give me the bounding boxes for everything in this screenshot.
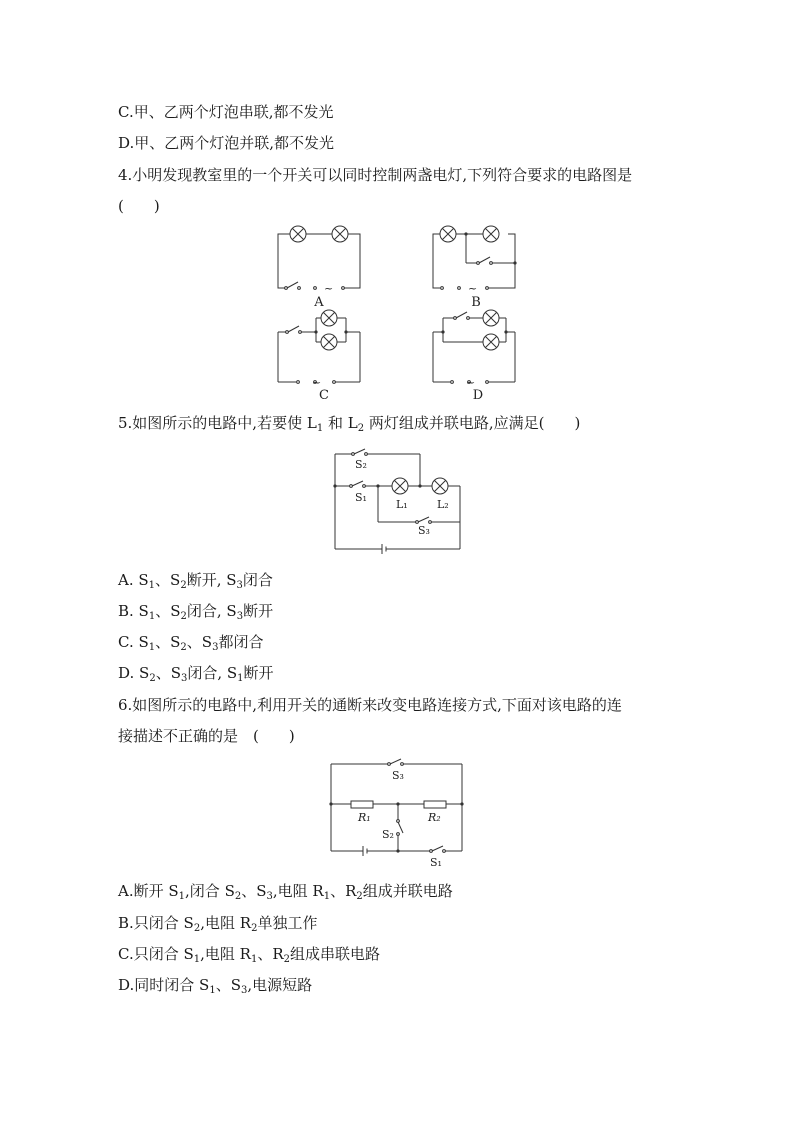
q4-answer-blank: ( )	[118, 197, 160, 215]
q5-option-c: C. $S_1$、$S_2$、$S_3$都闭合	[118, 633, 264, 653]
svg-text:S₂: S₂	[355, 458, 367, 471]
svg-text:S₁: S₁	[355, 491, 367, 504]
resistor-icon	[424, 801, 446, 808]
q5-option-d: D. $S_2$、$S_3$闭合, $S_1$断开	[118, 664, 274, 684]
q3-option-d: D.甲、乙两个灯泡并联,都不发光	[118, 134, 335, 152]
circuit-c	[278, 310, 360, 403]
q3-option-c: C.甲、乙两个灯泡串联,都不发光	[118, 103, 334, 121]
svg-text:L₂: L₂	[437, 498, 449, 511]
svg-text:C: C	[319, 388, 329, 403]
svg-text:A: A	[314, 295, 324, 310]
q4-circuit-figure	[268, 222, 528, 412]
q5-stem: 5.如图所示的电路中,若要使 $L_1$ 和 $L_2$ 两灯组成并联电路,应满足( )	[118, 414, 581, 434]
q4-stem: 4.小明发现教室里的一个开关可以同时控制两盏电灯,下列符合要求的电路图是	[118, 166, 633, 184]
q6-stem: 6.如图所示的电路中,利用开关的通断来改变电路连接方式,下面对该电路的连	[118, 696, 622, 714]
svg-text:S₁: S₁	[430, 856, 442, 869]
q6-stem-cont: 接描述不正确的是 ( )	[118, 727, 295, 745]
q5-circuit-figure	[330, 448, 465, 556]
q6-option-d: D.同时闭合 $S_1$、$S_3$,电源短路	[118, 976, 313, 996]
svg-text:R₁: R₁	[358, 811, 371, 824]
circuit-b	[433, 226, 517, 310]
svg-text:S₃: S₃	[418, 524, 430, 537]
q6-option-b: B.只闭合 $S_2$,电阻 $R_2$单独工作	[118, 914, 318, 934]
circuit-d	[433, 310, 515, 403]
circuit-a	[278, 226, 360, 310]
svg-text:~: ~	[466, 376, 476, 389]
q6-option-a: A.断开 $S_1$,闭合 $S_2$、$S_3$,电阻 $R_1$、$R_2$组成并联电路	[118, 882, 453, 902]
q5-option-a: A. $S_1$、$S_2$断开, $S_3$闭合	[118, 571, 273, 591]
svg-text:D: D	[472, 388, 484, 403]
svg-text:~: ~	[468, 282, 478, 295]
svg-text:R₂: R₂	[428, 811, 441, 824]
q5-option-b: B. $S_1$、$S_2$闭合, $S_3$断开	[118, 602, 274, 622]
svg-text:~: ~	[312, 376, 322, 389]
q6-circuit-figure	[326, 758, 468, 870]
svg-text:S₂: S₂	[382, 828, 394, 841]
svg-text:L₁: L₁	[396, 498, 408, 511]
svg-text:B: B	[471, 295, 481, 310]
svg-text:S₃: S₃	[392, 769, 404, 782]
svg-text:~: ~	[324, 282, 334, 295]
q6-option-c: C.只闭合 $S_1$,电阻 $R_1$、$R_2$组成串联电路	[118, 945, 381, 965]
resistor-icon	[351, 801, 373, 808]
